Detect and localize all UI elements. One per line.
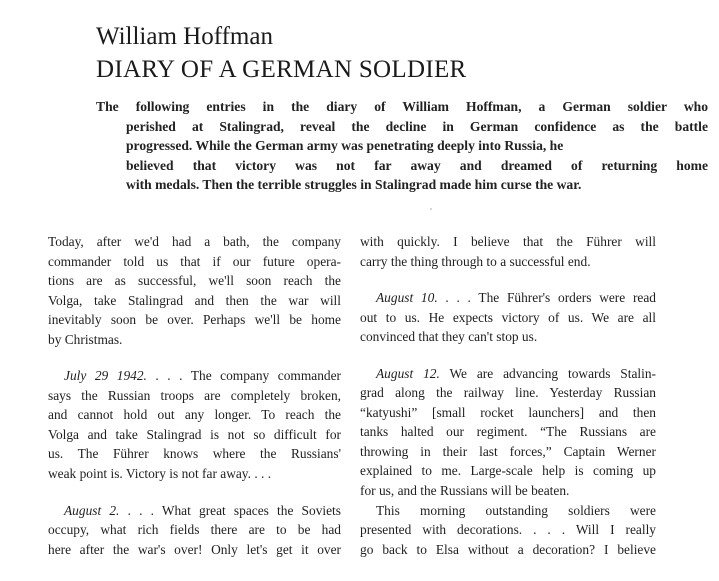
body-line: occupy, what rich fields there are to be had [48, 522, 341, 538]
right-column [360, 232, 656, 559]
body-line: This morning outstanding soldiers were [376, 502, 656, 518]
body-line: for us, and the Russians will be beaten. [360, 483, 570, 499]
entry-line [360, 364, 656, 384]
body-line: and cannot hold out any longer. To reach the [48, 407, 341, 423]
body-line: commander told us that if our future opera- [48, 253, 341, 269]
intro-line: The following entries in the diary of William Hoffman, a German soldier who [96, 99, 708, 114]
intro-line: with medals. Then the terrible struggles in Stalingrad made him curse the war. [126, 177, 582, 193]
body-line: Today, after we'd had a bath, the company [48, 234, 341, 249]
body-line: here after the war's over! Only let's get it over [48, 541, 341, 557]
body-line: convinced that they can't stop us. [360, 329, 538, 345]
body-line: us. The Führer knows where the Russians' [48, 446, 341, 462]
body-line: tions are as successful, we'll soon reach the [48, 273, 341, 289]
body-line: says the Russian troops are completely broken, [48, 387, 341, 403]
author-name: William Hoffman [96, 23, 273, 50]
scan-speck [430, 208, 432, 210]
body-line: grad along the railway line. Yesterday Russian [360, 385, 656, 401]
body-line: by Christmas. [48, 331, 123, 347]
entry-text: . . . The Führer's orders were read [437, 290, 656, 306]
entry-line [48, 501, 341, 521]
entry-text: We are advancing towards Stalin- [439, 365, 656, 381]
entry-date: August 2. [64, 502, 120, 518]
entry-date: August 12. [376, 365, 440, 381]
body-line: go back to Elsa without a decoration? I believe [360, 541, 656, 557]
body-line: tanks halted our regiment. “The Russians are [360, 424, 656, 440]
intro-paragraph [96, 97, 708, 195]
intro-line: perished at Stalingrad, reveal the decline in German confidence as the battle [126, 118, 708, 134]
entry-line [48, 366, 341, 386]
entry-line [360, 288, 656, 308]
body-line: out to us. He expects victory of us. We are all [360, 309, 656, 325]
intro-line: progressed. While the German army was penetrating deeply into Russia, he [126, 138, 564, 154]
body-line: explained to me. Large-scale help is coming up [360, 463, 656, 479]
left-column [48, 232, 341, 559]
entry-date: July 29 1942. [64, 368, 147, 384]
body-line: weak point is. Victory is not far away. . . . [48, 466, 272, 482]
entry-text: . . . What great spaces the Soviets [119, 502, 341, 518]
body-line: throwing in their last forces,” Captain Werner [360, 443, 656, 459]
body-line: “katyushi” [small rocket launchers] and then [360, 404, 656, 420]
body-line: carry the thing through to a successful end. [360, 253, 591, 269]
body-line: presented with decorations. . . . Will I really [360, 522, 656, 538]
body-line: Volga, take Stalingrad and then the war will [48, 292, 341, 308]
entry-date: August 10. [376, 290, 438, 306]
article-title: DIARY OF A GERMAN SOLDIER [96, 56, 467, 83]
entry-text: . . . The company commander [146, 368, 341, 384]
body-line: Volga and take Stalingrad is not so difficult for [48, 426, 341, 442]
body-line: inevitably soon be over. Perhaps we'll be home [48, 312, 341, 328]
body-line: with quickly. I believe that the Führer will [360, 234, 656, 249]
intro-line: believed that victory was not far away and dreamed of returning home [126, 157, 708, 173]
